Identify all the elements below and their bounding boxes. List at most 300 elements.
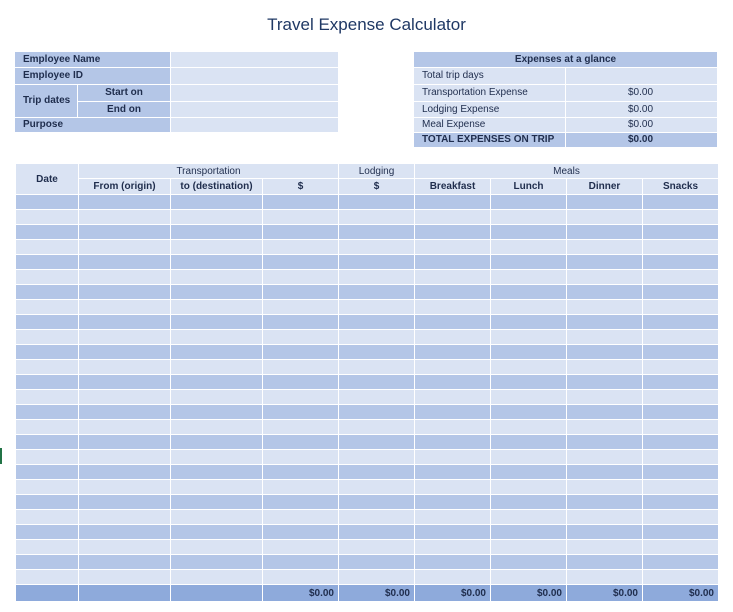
cell-from[interactable] <box>79 210 171 225</box>
cell-from[interactable] <box>79 465 171 480</box>
cell-lodging[interactable] <box>339 405 415 420</box>
cell-dinner[interactable] <box>567 405 643 420</box>
cell-transport[interactable] <box>263 285 339 300</box>
cell-from[interactable] <box>79 360 171 375</box>
cell-dinner[interactable] <box>567 345 643 360</box>
cell-breakfast[interactable] <box>415 420 491 435</box>
cell-date[interactable] <box>16 240 79 255</box>
cell-date[interactable] <box>16 525 79 540</box>
cell-transport[interactable] <box>263 315 339 330</box>
cell-snacks[interactable] <box>643 375 719 390</box>
cell-to[interactable] <box>171 315 263 330</box>
cell-snacks[interactable] <box>643 315 719 330</box>
end-on-label: End on <box>78 102 170 117</box>
table-row <box>16 240 719 255</box>
cell-lodging[interactable] <box>339 330 415 345</box>
cell-transport[interactable] <box>263 555 339 570</box>
cell-lodging[interactable] <box>339 495 415 510</box>
cell-transport[interactable] <box>263 570 339 585</box>
cell-from[interactable] <box>79 285 171 300</box>
cell-lodging[interactable] <box>339 240 415 255</box>
cell-dinner[interactable] <box>567 315 643 330</box>
purpose-label: Purpose <box>15 118 170 132</box>
cell-to[interactable] <box>171 285 263 300</box>
cell-from[interactable] <box>79 405 171 420</box>
cell-transport[interactable] <box>263 300 339 315</box>
cell-breakfast[interactable] <box>415 255 491 270</box>
cell-dinner[interactable] <box>567 465 643 480</box>
table-row <box>16 390 719 405</box>
cell-breakfast[interactable] <box>415 345 491 360</box>
cell-date[interactable] <box>16 435 79 450</box>
cell-dinner[interactable] <box>567 555 643 570</box>
cell-dinner[interactable] <box>567 360 643 375</box>
cell-snacks[interactable] <box>643 450 719 465</box>
cell-breakfast[interactable] <box>415 270 491 285</box>
cell-snacks[interactable] <box>643 495 719 510</box>
cell-date[interactable] <box>16 510 79 525</box>
cell-snacks[interactable] <box>643 225 719 240</box>
cell-lunch[interactable] <box>491 555 567 570</box>
cell-snacks[interactable] <box>643 300 719 315</box>
group-header-transportation: Transportation <box>79 164 339 179</box>
cell-date[interactable] <box>16 405 79 420</box>
table-group-header-row <box>16 164 719 179</box>
cell-dinner[interactable] <box>567 435 643 450</box>
cell-snacks[interactable] <box>643 570 719 585</box>
cell-to[interactable] <box>171 465 263 480</box>
cell-from[interactable] <box>79 270 171 285</box>
cell-from[interactable] <box>79 255 171 270</box>
cell-lunch[interactable] <box>491 360 567 375</box>
cell-date[interactable] <box>16 345 79 360</box>
col-header-lunch: Lunch <box>491 179 567 195</box>
cell-lunch[interactable] <box>491 345 567 360</box>
cell-snacks[interactable] <box>643 480 719 495</box>
cell-dinner[interactable] <box>567 420 643 435</box>
cell-transport[interactable] <box>263 495 339 510</box>
cell-from[interactable] <box>79 300 171 315</box>
glance-label-transportation: Transportation Expense <box>414 85 565 101</box>
cell-lodging[interactable] <box>339 390 415 405</box>
table-column-header-row <box>16 179 719 195</box>
cell-from[interactable] <box>79 495 171 510</box>
cell-date[interactable] <box>16 570 79 585</box>
cell-dinner[interactable] <box>567 525 643 540</box>
cell-dinner[interactable] <box>567 390 643 405</box>
cell-dinner[interactable] <box>567 330 643 345</box>
cell-date[interactable] <box>16 540 79 555</box>
cell-breakfast[interactable] <box>415 555 491 570</box>
cell-lunch[interactable] <box>491 405 567 420</box>
cell-to[interactable] <box>171 210 263 225</box>
cell-lunch[interactable] <box>491 525 567 540</box>
cell-date[interactable] <box>16 465 79 480</box>
cell-lodging[interactable] <box>339 555 415 570</box>
cell-date[interactable] <box>16 285 79 300</box>
cell-dinner[interactable] <box>567 450 643 465</box>
employee-name-label: Employee Name <box>15 52 170 67</box>
cell-lunch[interactable] <box>491 435 567 450</box>
cell-breakfast[interactable] <box>415 240 491 255</box>
cell-lodging[interactable] <box>339 540 415 555</box>
table-row <box>16 270 719 285</box>
totals-row <box>16 585 719 602</box>
cell-to[interactable] <box>171 510 263 525</box>
cell-date[interactable] <box>16 300 79 315</box>
cell-date[interactable] <box>16 360 79 375</box>
cell-breakfast[interactable] <box>415 300 491 315</box>
cell-lunch[interactable] <box>491 210 567 225</box>
cell-transport[interactable] <box>263 360 339 375</box>
cell-lunch[interactable] <box>491 465 567 480</box>
table-row <box>16 360 719 375</box>
page-title: Travel Expense Calculator <box>267 15 466 34</box>
cell-date[interactable] <box>16 330 79 345</box>
row-selection-marker <box>0 448 2 464</box>
cell-snacks[interactable] <box>643 435 719 450</box>
cell-transport[interactable] <box>263 480 339 495</box>
total-cell-to <box>171 585 263 602</box>
table-row <box>16 330 719 345</box>
glance-value-total-days <box>566 68 717 84</box>
table-row <box>16 480 719 495</box>
start-date-field[interactable] <box>170 85 338 101</box>
cell-breakfast[interactable] <box>415 480 491 495</box>
cell-from[interactable] <box>79 435 171 450</box>
cell-breakfast[interactable] <box>415 540 491 555</box>
table-row <box>16 405 719 420</box>
table-row <box>16 345 719 360</box>
cell-breakfast[interactable] <box>415 525 491 540</box>
cell-breakfast[interactable] <box>415 570 491 585</box>
glance-value-lodging: $0.00 <box>566 102 717 117</box>
cell-snacks[interactable] <box>643 525 719 540</box>
cell-lodging[interactable] <box>339 285 415 300</box>
cell-transport[interactable] <box>263 465 339 480</box>
total-dinner: $0.00 <box>567 585 643 602</box>
cell-lodging[interactable] <box>339 360 415 375</box>
cell-transport[interactable] <box>263 420 339 435</box>
cell-from[interactable] <box>79 555 171 570</box>
cell-breakfast[interactable] <box>415 330 491 345</box>
cell-lodging[interactable] <box>339 225 415 240</box>
table-row <box>16 195 719 210</box>
col-header-to: to (destination) <box>171 179 263 195</box>
cell-transport[interactable] <box>263 450 339 465</box>
table-row <box>16 420 719 435</box>
cell-to[interactable] <box>171 330 263 345</box>
cell-breakfast[interactable] <box>415 285 491 300</box>
table-row <box>16 315 719 330</box>
cell-to[interactable] <box>171 225 263 240</box>
cell-lunch[interactable] <box>491 225 567 240</box>
cell-snacks[interactable] <box>643 345 719 360</box>
glance-value-total: $0.00 <box>566 133 717 147</box>
cell-lodging[interactable] <box>339 195 415 210</box>
cell-snacks[interactable] <box>643 555 719 570</box>
cell-transport[interactable] <box>263 270 339 285</box>
table-row <box>16 375 719 390</box>
cell-to[interactable] <box>171 240 263 255</box>
trip-dates-label: Trip dates <box>15 85 77 117</box>
col-header-transport-amount: $ <box>263 179 339 195</box>
col-header-date: Date <box>16 164 79 195</box>
cell-from[interactable] <box>79 570 171 585</box>
cell-lunch[interactable] <box>491 330 567 345</box>
cell-lodging[interactable] <box>339 210 415 225</box>
cell-lunch[interactable] <box>491 255 567 270</box>
cell-dinner[interactable] <box>567 540 643 555</box>
cell-date[interactable] <box>16 210 79 225</box>
cell-snacks[interactable] <box>643 540 719 555</box>
end-date-field[interactable] <box>170 102 338 117</box>
cell-transport[interactable] <box>263 195 339 210</box>
cell-from[interactable] <box>79 525 171 540</box>
employee-id-label: Employee ID <box>15 68 170 84</box>
cell-snacks[interactable] <box>643 360 719 375</box>
cell-from[interactable] <box>79 450 171 465</box>
total-cell-from <box>79 585 171 602</box>
cell-snacks[interactable] <box>643 195 719 210</box>
cell-date[interactable] <box>16 450 79 465</box>
cell-to[interactable] <box>171 270 263 285</box>
cell-date[interactable] <box>16 315 79 330</box>
cell-transport[interactable] <box>263 540 339 555</box>
cell-from[interactable] <box>79 195 171 210</box>
cell-snacks[interactable] <box>643 255 719 270</box>
cell-lodging[interactable] <box>339 525 415 540</box>
cell-dinner[interactable] <box>567 195 643 210</box>
cell-lunch[interactable] <box>491 270 567 285</box>
cell-from[interactable] <box>79 345 171 360</box>
cell-to[interactable] <box>171 405 263 420</box>
cell-lodging[interactable] <box>339 315 415 330</box>
cell-dinner[interactable] <box>567 510 643 525</box>
cell-lodging[interactable] <box>339 255 415 270</box>
cell-dinner[interactable] <box>567 255 643 270</box>
cell-from[interactable] <box>79 225 171 240</box>
cell-from[interactable] <box>79 480 171 495</box>
cell-date[interactable] <box>16 555 79 570</box>
expense-table <box>15 163 719 602</box>
cell-lunch[interactable] <box>491 285 567 300</box>
total-lunch: $0.00 <box>491 585 567 602</box>
cell-to[interactable] <box>171 375 263 390</box>
cell-to[interactable] <box>171 360 263 375</box>
cell-dinner[interactable] <box>567 570 643 585</box>
cell-dinner[interactable] <box>567 495 643 510</box>
table-row <box>16 435 719 450</box>
cell-lunch[interactable] <box>491 450 567 465</box>
group-header-lodging: Lodging <box>339 164 415 179</box>
purpose-field[interactable] <box>170 118 338 132</box>
cell-to[interactable] <box>171 255 263 270</box>
cell-date[interactable] <box>16 375 79 390</box>
table-row <box>16 570 719 585</box>
cell-breakfast[interactable] <box>415 210 491 225</box>
cell-lodging[interactable] <box>339 570 415 585</box>
employee-id-field[interactable] <box>170 68 338 84</box>
cell-snacks[interactable] <box>643 210 719 225</box>
cell-dinner[interactable] <box>567 210 643 225</box>
cell-lodging[interactable] <box>339 510 415 525</box>
cell-snacks[interactable] <box>643 465 719 480</box>
cell-transport[interactable] <box>263 255 339 270</box>
cell-dinner[interactable] <box>567 375 643 390</box>
table-row <box>16 465 719 480</box>
cell-from[interactable] <box>79 330 171 345</box>
cell-lodging[interactable] <box>339 465 415 480</box>
cell-lunch[interactable] <box>491 240 567 255</box>
cell-transport[interactable] <box>263 390 339 405</box>
cell-breakfast[interactable] <box>415 405 491 420</box>
cell-transport[interactable] <box>263 330 339 345</box>
cell-snacks[interactable] <box>643 405 719 420</box>
cell-from[interactable] <box>79 375 171 390</box>
start-on-label: Start on <box>78 85 170 101</box>
cell-to[interactable] <box>171 555 263 570</box>
cell-lodging[interactable] <box>339 450 415 465</box>
cell-lunch[interactable] <box>491 300 567 315</box>
glance-header: Expenses at a glance <box>414 52 717 67</box>
cell-lodging[interactable] <box>339 375 415 390</box>
table-row <box>16 495 719 510</box>
cell-lodging[interactable] <box>339 300 415 315</box>
cell-dinner[interactable] <box>567 300 643 315</box>
cell-from[interactable] <box>79 240 171 255</box>
cell-transport[interactable] <box>263 345 339 360</box>
glance-label-total: TOTAL EXPENSES ON TRIP <box>414 133 565 147</box>
cell-to[interactable] <box>171 195 263 210</box>
cell-date[interactable] <box>16 480 79 495</box>
cell-breakfast[interactable] <box>415 495 491 510</box>
cell-dinner[interactable] <box>567 225 643 240</box>
cell-lunch[interactable] <box>491 570 567 585</box>
cell-lunch[interactable] <box>491 540 567 555</box>
cell-from[interactable] <box>79 390 171 405</box>
cell-to[interactable] <box>171 570 263 585</box>
cell-lunch[interactable] <box>491 480 567 495</box>
cell-to[interactable] <box>171 480 263 495</box>
cell-to[interactable] <box>171 345 263 360</box>
table-row <box>16 510 719 525</box>
cell-breakfast[interactable] <box>415 375 491 390</box>
cell-from[interactable] <box>79 540 171 555</box>
table-row <box>16 255 719 270</box>
expense-rows <box>16 195 719 585</box>
cell-lunch[interactable] <box>491 195 567 210</box>
cell-lodging[interactable] <box>339 435 415 450</box>
cell-breakfast[interactable] <box>415 450 491 465</box>
cell-date[interactable] <box>16 420 79 435</box>
cell-from[interactable] <box>79 420 171 435</box>
cell-dinner[interactable] <box>567 285 643 300</box>
cell-to[interactable] <box>171 390 263 405</box>
cell-to[interactable] <box>171 435 263 450</box>
col-header-lodging-amount: $ <box>339 179 415 195</box>
cell-transport[interactable] <box>263 525 339 540</box>
cell-lodging[interactable] <box>339 270 415 285</box>
cell-transport[interactable] <box>263 435 339 450</box>
cell-transport[interactable] <box>263 375 339 390</box>
table-row <box>16 540 719 555</box>
col-header-from: From (origin) <box>79 179 171 195</box>
group-header-meals: Meals <box>415 164 719 179</box>
cell-snacks[interactable] <box>643 330 719 345</box>
cell-lunch[interactable] <box>491 495 567 510</box>
cell-lunch[interactable] <box>491 315 567 330</box>
cell-dinner[interactable] <box>567 270 643 285</box>
cell-lunch[interactable] <box>491 420 567 435</box>
cell-transport[interactable] <box>263 510 339 525</box>
cell-to[interactable] <box>171 300 263 315</box>
cell-snacks[interactable] <box>643 420 719 435</box>
cell-to[interactable] <box>171 540 263 555</box>
cell-dinner[interactable] <box>567 480 643 495</box>
cell-snacks[interactable] <box>643 270 719 285</box>
cell-date[interactable] <box>16 225 79 240</box>
cell-snacks[interactable] <box>643 240 719 255</box>
glance-value-transportation: $0.00 <box>566 85 717 101</box>
glance-label-total-days: Total trip days <box>414 68 565 84</box>
cell-transport[interactable] <box>263 210 339 225</box>
cell-from[interactable] <box>79 510 171 525</box>
cell-date[interactable] <box>16 390 79 405</box>
cell-lodging[interactable] <box>339 345 415 360</box>
cell-date[interactable] <box>16 255 79 270</box>
total-breakfast: $0.00 <box>415 585 491 602</box>
cell-lunch[interactable] <box>491 510 567 525</box>
cell-breakfast[interactable] <box>415 465 491 480</box>
cell-snacks[interactable] <box>643 510 719 525</box>
cell-snacks[interactable] <box>643 285 719 300</box>
cell-date[interactable] <box>16 495 79 510</box>
cell-lunch[interactable] <box>491 375 567 390</box>
cell-date[interactable] <box>16 270 79 285</box>
cell-breakfast[interactable] <box>415 195 491 210</box>
table-row <box>16 225 719 240</box>
cell-breakfast[interactable] <box>415 315 491 330</box>
glance-label-meals: Meal Expense <box>414 118 565 132</box>
cell-lunch[interactable] <box>491 390 567 405</box>
cell-breakfast[interactable] <box>415 435 491 450</box>
cell-breakfast[interactable] <box>415 510 491 525</box>
cell-lodging[interactable] <box>339 420 415 435</box>
glance-label-lodging: Lodging Expense <box>414 102 565 117</box>
cell-transport[interactable] <box>263 240 339 255</box>
cell-to[interactable] <box>171 450 263 465</box>
cell-transport[interactable] <box>263 405 339 420</box>
cell-snacks[interactable] <box>643 390 719 405</box>
cell-to[interactable] <box>171 525 263 540</box>
cell-to[interactable] <box>171 495 263 510</box>
table-row <box>16 285 719 300</box>
col-header-dinner: Dinner <box>567 179 643 195</box>
cell-breakfast[interactable] <box>415 360 491 375</box>
cell-from[interactable] <box>79 315 171 330</box>
cell-breakfast[interactable] <box>415 225 491 240</box>
cell-lodging[interactable] <box>339 480 415 495</box>
cell-breakfast[interactable] <box>415 390 491 405</box>
employee-name-field[interactable] <box>170 52 338 67</box>
cell-dinner[interactable] <box>567 240 643 255</box>
cell-date[interactable] <box>16 195 79 210</box>
col-header-snacks: Snacks <box>643 179 719 195</box>
cell-transport[interactable] <box>263 225 339 240</box>
cell-to[interactable] <box>171 420 263 435</box>
glance-value-meals: $0.00 <box>566 118 717 132</box>
